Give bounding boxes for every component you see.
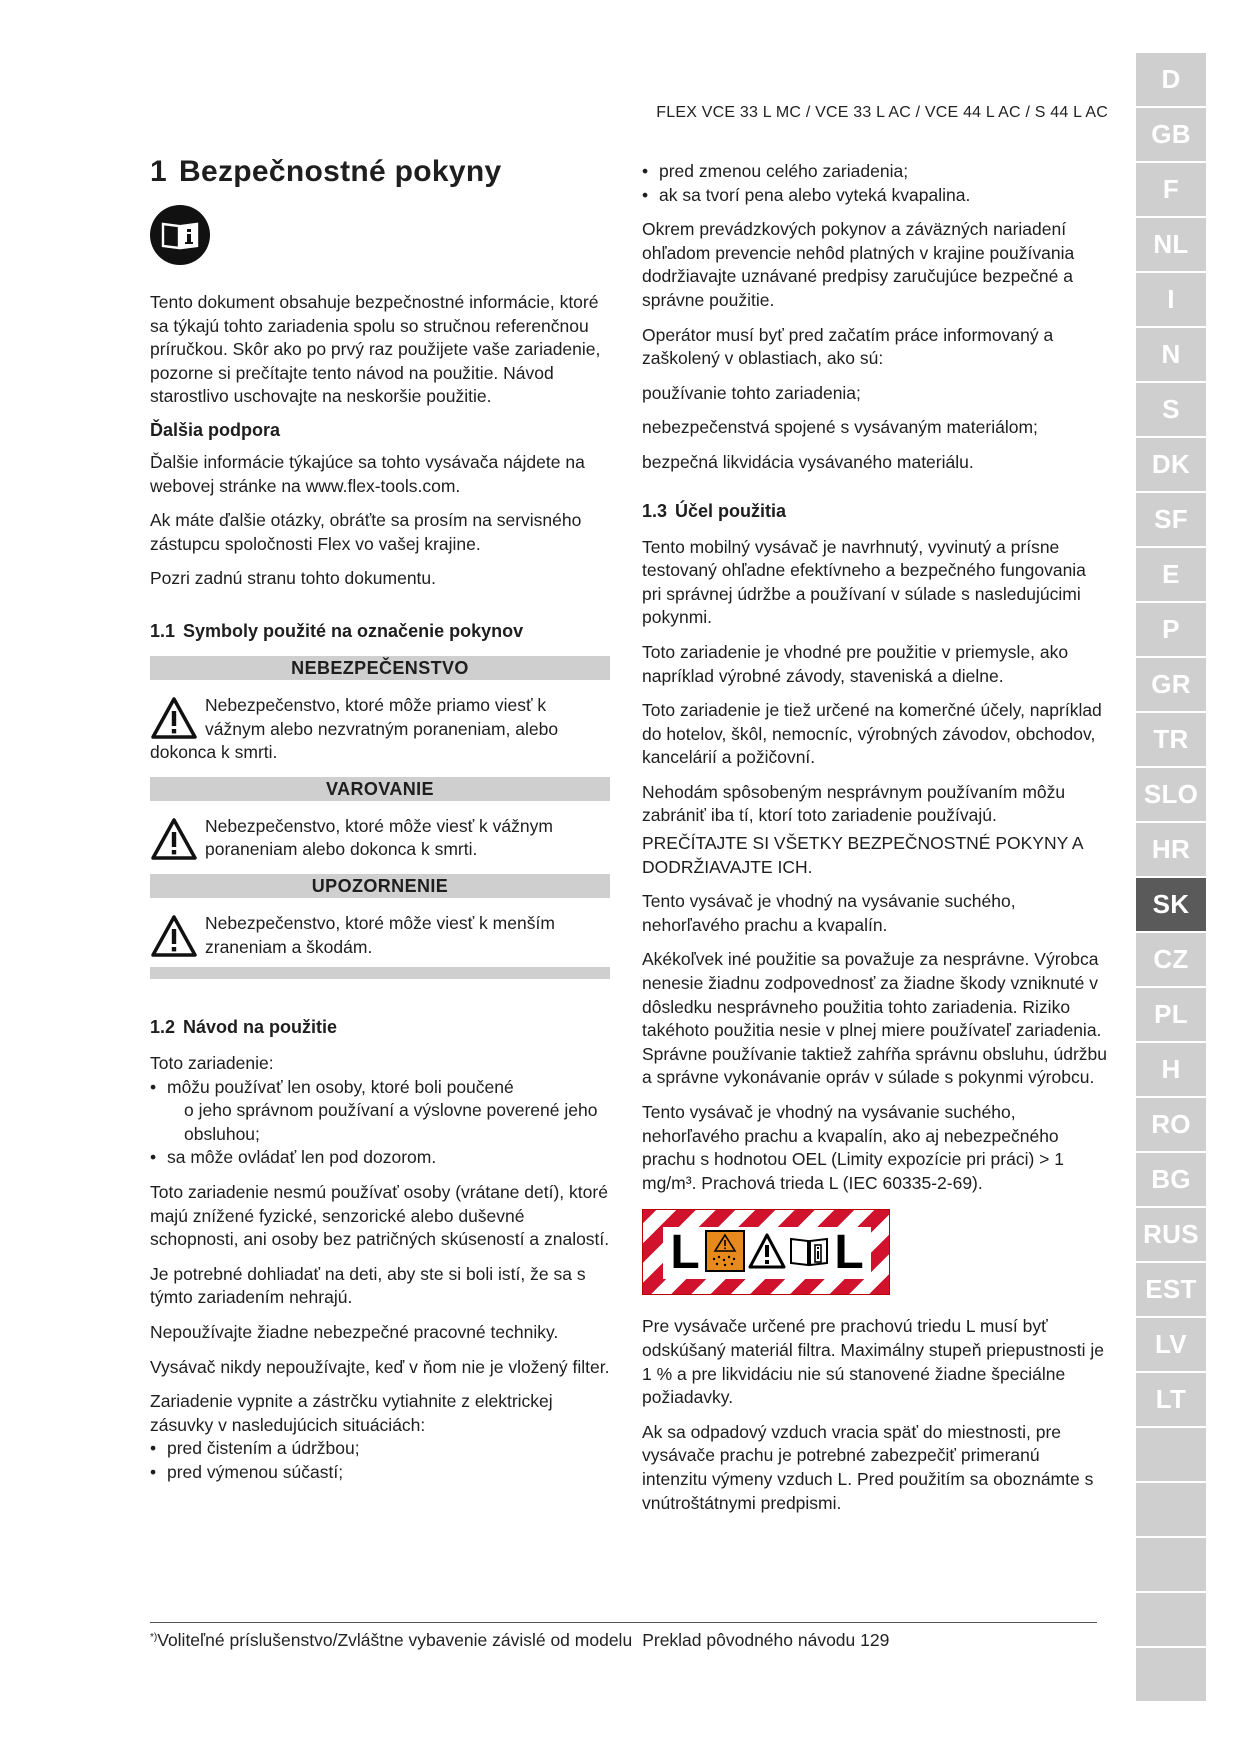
usage-intro: Toto zariadenie: [150, 1053, 274, 1074]
tab-hr[interactable]: HR [1136, 823, 1206, 878]
subsection-title: Návod na použitie [183, 1017, 338, 1038]
tab-ro[interactable]: RO [1136, 1098, 1206, 1153]
tab-e[interactable]: E [1136, 548, 1206, 603]
accidents-paragraph: Nehodám spôsobeným nesprávnym používaním môžu zabrániť iba tí, ktorí toto zariadenie používajú. [642, 781, 1066, 826]
page-number: 129 [860, 1630, 890, 1650]
tab-h[interactable]: H [1136, 1043, 1206, 1098]
designed-paragraph: Tento mobilný vysávač je navrhnutý, vyvinutý a prísne testovaný ohľadne efektívneho a bezpečného fungovania pri správnej údržbe a používaní v súlade s nasledujúcimi pokynmi. [642, 536, 1086, 628]
dust-hazard-icon [705, 1229, 745, 1278]
section-number: 1 [150, 155, 167, 188]
unplug-list [150, 1437, 610, 1484]
area-paragraph: bezpečná likvidácia vysávaného materiálu. [642, 451, 974, 472]
footnote-text: Voliteľné príslušenstvo/Zvláštne vybavenie závislé od modelu [157, 1630, 633, 1650]
tab-nl[interactable]: NL [1136, 218, 1206, 273]
warning-text: Nebezpečenstvo, ktoré môže viesť k vážnym poraneniam alebo dokonca k smrti. [205, 815, 553, 860]
area-paragraph: používanie tohto zariadenia; [642, 382, 861, 403]
subsection-title: Symboly použité na označenie pokynov [183, 620, 524, 641]
section-title-text: Bezpečnostné pokyny [179, 155, 502, 188]
industry-paragraph: Toto zariadenie je vhodné pre použitie v priemysle, ako napríklad výrobné závody, staveniská a dielne. [642, 641, 1069, 686]
support-paragraph-service: Ak máte ďalšie otázky, obráťte sa prosím na servisného zástupcu spoločnosti Flex vo vašej krajine. [150, 510, 582, 554]
tab-dk[interactable]: DK [1136, 438, 1206, 493]
warning-triangle-icon [747, 1232, 787, 1275]
footnote-marker: *) [150, 1632, 158, 1643]
tab-est[interactable]: EST [1136, 1263, 1206, 1318]
tab-bg[interactable]: BG [1136, 1153, 1206, 1208]
tab-gr[interactable]: GR [1136, 658, 1206, 713]
support-paragraph-web: Ďalšie informácie týkajúce sa tohto vysávača nájdete na webovej stránke na www.flex-tools.com. [150, 451, 585, 496]
filter-paragraph: Vysávač nikdy nepoužívajte, keď v ňom nie je vložený filter. [150, 1356, 610, 1377]
subsection-number: 1.2 [150, 1017, 176, 1038]
danger-text: Nebezpečenstvo, ktoré môže priamo viesť k vážnym alebo nezvratným poraneniam, alebo dokonca k smrti. [150, 694, 559, 763]
list-item: • sa môže ovládať len pod dozorom. [150, 1146, 610, 1170]
subsection-1-1-heading [150, 621, 610, 642]
section-title [150, 155, 610, 189]
danger-block [150, 694, 610, 765]
tab-empty [1136, 1538, 1206, 1593]
suitable-paragraph: Tento vysávač je vhodný na vysávanie suchého, nehorľavého prachu a kvapalín. [642, 891, 1016, 935]
list-item: • môžu používať len osoby, ktoré boli poučené o jeho správnom používaní a výslovne poverené jeho obsluhou; [150, 1076, 610, 1147]
footer-divider [150, 1622, 1097, 1623]
improper-use-paragraph: Akékoľvek iné použitie sa považuje za nesprávne. Výrobca nenesie žiadnu zodpovednosť za žiadne škody vzniknuté v dôsledku nesprávneho použitia tohto zariadenia. Riziko takéhoto použitia nesie v plnej miere používateľ zariadenia. Správne používanie taktiež zahŕňa správnu obsluhu, údržbu a správne vykonávanie opráv v súlade s pokynmi výrobcu. [642, 949, 1108, 1088]
right-column [642, 160, 1108, 1526]
tab-tr[interactable]: TR [1136, 713, 1206, 768]
usage-list [150, 1076, 610, 1170]
commercial-paragraph: Toto zariadenie je tiež určené na komerčné účely, napríklad do hotelov, škôl, nemocníc, výrobných závodov, obchodov, kancelárií a požičovní. [642, 700, 1102, 768]
signal-end-bar [150, 967, 610, 979]
filter-test-paragraph: Pre vysávače určené pre prachovú triedu L musí byť odskúšaný materiál filtra. Maximálny stupeň priepustnosti je 1 % a pre likvidáciu nie sú stanovené žiadne špeciálne požiadavky. [642, 1316, 1105, 1408]
unplug-list-continued [642, 160, 1108, 207]
children-paragraph: Je potrebné dohliadať na deti, aby ste si boli istí, že sa s týmto zariadením nehrajú. [150, 1263, 586, 1308]
tab-empty [1136, 1648, 1206, 1703]
tab-f[interactable]: F [1136, 163, 1206, 218]
tab-cz[interactable]: CZ [1136, 933, 1206, 988]
list-item: • pred zmenou celého zariadenia; [642, 160, 1108, 184]
warning-block [150, 815, 610, 862]
rules-paragraph: Okrem prevádzkových pokynov a záväzných nariadení ohľadom prevencie nehôd platných v krajine používania dodržiavajte uznávané predpisy zaručujúce bezpečné a správne použitie. [642, 219, 1075, 310]
tab-sk[interactable]: SK [1136, 878, 1206, 933]
dust-class-letter: L [670, 1226, 700, 1280]
tab-i[interactable]: I [1136, 273, 1206, 328]
restricted-persons-paragraph: Toto zariadenie nesmú používať osoby (vrátane detí), ktoré majú znížené fyzické, senzorické alebo duševné schopnosti, ani osoby bez patričných skúseností a znalostí. [150, 1182, 610, 1250]
tab-slo[interactable]: SLO [1136, 768, 1206, 823]
tab-rus[interactable]: RUS [1136, 1208, 1206, 1263]
list-item: • pred výmenou súčastí; [150, 1461, 610, 1485]
caution-text: Nebezpečenstvo, ktoré môže viesť k menším zraneniam a škodám. [205, 912, 555, 957]
footer [150, 1630, 889, 1651]
warning-triangle-icon [150, 696, 200, 740]
danger-signal-bar: NEBEZPEČENSTVO [150, 656, 610, 680]
tab-empty [1136, 1593, 1206, 1648]
tab-empty [1136, 1483, 1206, 1538]
translation-note: Preklad pôvodného návodu [642, 1630, 856, 1650]
subsection-1-2-heading [150, 1017, 610, 1038]
tab-sf[interactable]: SF [1136, 493, 1206, 548]
subsection-1-3-heading [642, 501, 1108, 522]
warning-triangle-icon [150, 817, 200, 861]
techniques-paragraph: Nepoužívajte žiadne nebezpečné pracovné techniky. [150, 1322, 559, 1343]
language-tabs [1136, 53, 1206, 1703]
support-heading: Ďalšia podpora [150, 419, 281, 440]
list-item: • ak sa tvorí pena alebo vyteká kvapalina. [642, 184, 1108, 208]
caution-signal-bar: UPOZORNENIE [150, 874, 610, 898]
dust-class-label [642, 1209, 890, 1295]
left-column [150, 155, 610, 1496]
read-manual-icon [150, 205, 210, 265]
read-all-instructions-paragraph: PREČÍTAJTE SI VŠETKY BEZPEČNOSTNÉ POKYNY A DODRŽIAVAJTE ICH. [642, 833, 1083, 877]
tab-gb[interactable]: GB [1136, 108, 1206, 163]
tab-n[interactable]: N [1136, 328, 1206, 383]
list-item: • pred čistením a údržbou; [150, 1437, 610, 1461]
tab-lt[interactable]: LT [1136, 1373, 1206, 1428]
operator-paragraph: Operátor musí byť pred začatím práce informovaný a zaškolený v oblastiach, ako sú: [642, 324, 1054, 369]
intro-paragraph: Tento dokument obsahuje bezpečnostné informácie, ktoré sa týkajú tohto zariadenia spolu so stručnou referenčnou príručkou. Skôr ako po prvý raz použijete vaše zariadenie, pozorne si prečítajte tento návod na použitie. Návod starostlivo uschovajte na neskoršie použitie. [150, 292, 601, 407]
tab-s[interactable]: S [1136, 383, 1206, 438]
warning-signal-bar: VAROVANIE [150, 777, 610, 801]
area-paragraph: nebezpečenstvá spojené s vysávaným materiálom; [642, 417, 1038, 438]
dust-class-label-inner [663, 1227, 871, 1279]
tab-pl[interactable]: PL [1136, 988, 1206, 1043]
model-header: FLEX VCE 33 L MC / VCE 33 L AC / VCE 44 L AC / S 44 L AC [656, 104, 1108, 121]
read-manual-icon [789, 1234, 829, 1273]
unplug-paragraph: Zariadenie vypnite a zástrčku vytiahnite z elektrickej zásuvky v nasledujúcich situáciách: [150, 1391, 553, 1435]
oel-paragraph: Tento vysávač je vhodný na vysávanie suchého, nehorľavého prachu a kvapalín, ako aj nebezpečného prachu s hodnotou OEL (Limity expozície pri práci) > 1 mg/m³. Prachová trieda L (IEC 60335-2-69). [642, 1102, 1064, 1193]
dust-class-letter: L [834, 1226, 864, 1280]
tab-lv[interactable]: LV [1136, 1318, 1206, 1373]
warning-triangle-icon [150, 914, 200, 958]
tab-p[interactable]: P [1136, 603, 1206, 658]
caution-block [150, 912, 610, 959]
tab-d[interactable]: D [1136, 53, 1206, 108]
subsection-number: 1.1 [150, 620, 176, 641]
subsection-number: 1.3 [642, 500, 668, 521]
subsection-title: Účel použitia [675, 500, 787, 521]
support-paragraph-back: Pozri zadnú stranu tohto dokumentu. [150, 568, 437, 589]
tab-empty [1136, 1428, 1206, 1483]
exhaust-air-paragraph: Ak sa odpadový vzduch vracia späť do miestnosti, pre vysávače prachu je potrebné zabezpečiť primeranú intenzitu výmeny vzduch L. Pred použitím sa oboznámte s vnútroštátnymi predpismi. [642, 1421, 1094, 1513]
